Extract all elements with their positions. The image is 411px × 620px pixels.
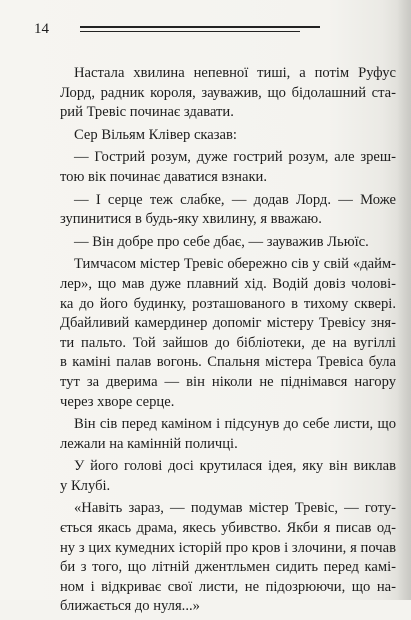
paragraph bbox=[60, 499, 396, 617]
text-line: ближається до нуля...» bbox=[60, 598, 200, 615]
text-line: — І серце теж слабке, — додав Лорд. — Може bbox=[74, 191, 396, 208]
paragraph bbox=[60, 233, 396, 253]
text-line: «Навіть зараз, — подумав містер Тревіс, — готу- bbox=[74, 500, 396, 517]
page-edge-shadow bbox=[397, 0, 411, 600]
text-line: через хворе серце. bbox=[60, 393, 175, 410]
text-line: у Клубі. bbox=[60, 477, 111, 494]
text-line: зупинитися в будь-яку хвилину, я вважаю. bbox=[60, 211, 322, 228]
text-line: в каміні палав вогонь. Спальня містера Тревіса була bbox=[60, 354, 396, 371]
text-line: У його голові досі крутилася ідея, яку він виклав bbox=[74, 458, 396, 475]
page-number: 14 bbox=[34, 21, 49, 37]
paragraph bbox=[60, 64, 396, 123]
text-line: Лорд, радник короля, зауважив, що бідолашний ста- bbox=[60, 84, 396, 101]
text-line: ном і відкриває свої листи, не підозрюючи, що на- bbox=[60, 578, 396, 595]
paragraph bbox=[60, 415, 396, 454]
page-header bbox=[28, 18, 358, 40]
header-rule-thin bbox=[80, 31, 300, 32]
text-line: ну з цих кумедних історій про кров і злочини, я почав bbox=[60, 539, 396, 556]
paragraph bbox=[60, 148, 396, 187]
text-line: би з того, що літній джентльмен сидить перед камі- bbox=[60, 559, 396, 576]
text-line: Дбайливий камердинер допоміг містеру Тревісу зня- bbox=[60, 315, 396, 332]
text-line: лежали на камінній поличці. bbox=[60, 435, 238, 452]
text-line: — Гострий розум, дуже гострий розум, але зреш- bbox=[74, 149, 396, 166]
paragraph bbox=[60, 457, 396, 496]
text-line: ка до його будинку, розташованого в тихому сквері. bbox=[60, 295, 396, 312]
text-line: тою вік починає даватися взнаки. bbox=[60, 168, 268, 185]
header-rule-thick bbox=[80, 26, 320, 28]
text-line: Сер Вільям Клівер сказав: bbox=[74, 126, 237, 143]
text-line: рий Тревіс починає здавати. bbox=[60, 104, 234, 121]
paragraph bbox=[60, 191, 396, 230]
text-line: Тимчасом містер Тревіс обережно сів у свій «дайм- bbox=[74, 256, 396, 273]
paragraph bbox=[60, 255, 396, 412]
paragraph bbox=[60, 126, 396, 146]
text-line: тут за дверима — він ніколи не піднімався нагору bbox=[60, 373, 396, 390]
text-line: лер», що мав дуже плавний хід. Водій довіз чолові- bbox=[60, 275, 396, 292]
text-line: ється якась драма, якесь убивство. Якби я писав од- bbox=[60, 520, 396, 537]
text-line: Настала хвилина непевної тиші, а потім Руфус bbox=[74, 65, 396, 81]
text-line: Він сів перед каміном і підсунув до себе листи, що bbox=[74, 416, 396, 433]
text-line: — Він добре про себе дбає, — зауважив Льюїс. bbox=[74, 233, 369, 250]
body-text bbox=[60, 64, 396, 620]
text-line: ти пальто. Той зайшов до бібліотеки, де на вугіллі bbox=[60, 334, 396, 351]
